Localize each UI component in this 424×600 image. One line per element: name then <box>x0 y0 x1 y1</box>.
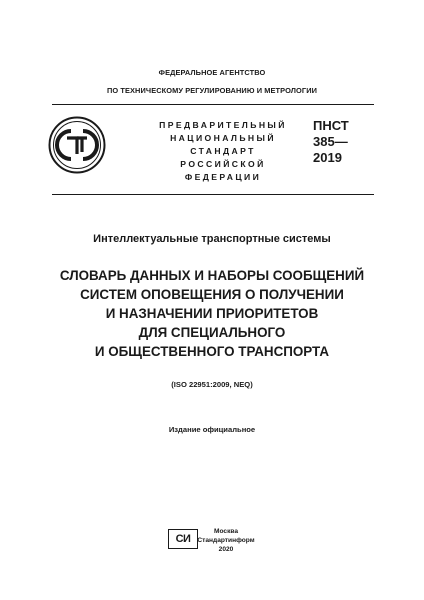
document-subtitle: Интеллектуальные транспортные системы <box>93 233 331 245</box>
designation-line: 385— <box>313 134 348 149</box>
standard-type-block <box>150 119 296 184</box>
title-line: И ОБЩЕСТВЕННОГО ТРАНСПОРТА <box>94 344 330 359</box>
edition-label: Издание официальное <box>168 425 256 434</box>
publisher-city: Москва <box>213 528 239 535</box>
iso-reference: (ISO 22951:2009, NEQ) <box>171 380 253 389</box>
title-line: СИСТЕМ ОПОВЕЩЕНИЯ О ПОЛУЧЕНИИ <box>80 287 344 302</box>
title-divider <box>52 194 374 195</box>
standard-type-line: ФЕДЕРАЦИИ <box>184 172 262 182</box>
publisher-logo-text: СИ <box>175 533 191 545</box>
agency-name-line1: ФЕДЕРАЛЬНОЕ АГЕНТСТВО <box>158 68 266 77</box>
title-line: СЛОВАРЬ ДАННЫХ И НАБОРЫ СООБЩЕНИЙ <box>59 268 365 283</box>
publisher-info <box>196 528 256 554</box>
standard-type-line: СТАНДАРТ <box>190 146 256 156</box>
standard-designation <box>313 118 349 166</box>
designation-line: ПНСТ <box>313 118 349 133</box>
standard-type-line: ПРЕДВАРИТЕЛЬНЫЙ <box>159 120 287 130</box>
publisher-name: Стандартинформ <box>197 536 255 544</box>
gost-emblem-icon <box>48 116 106 174</box>
title-line: ДЛЯ СПЕЦИАЛЬНОГО <box>138 325 286 340</box>
publisher-logo <box>168 529 198 549</box>
document-title <box>0 266 424 361</box>
designation-line: 2019 <box>313 150 342 165</box>
standard-type-line: РОССИЙСКОЙ <box>180 159 266 169</box>
standard-type-line: НАЦИОНАЛЬНЫЙ <box>170 133 276 143</box>
agency-name-line2: ПО ТЕХНИЧЕСКОМУ РЕГУЛИРОВАНИЮ И МЕТРОЛОГИИ <box>106 86 318 95</box>
publication-year: 2020 <box>218 545 234 553</box>
title-line: И НАЗНАЧЕНИИ ПРИОРИТЕТОВ <box>105 306 319 321</box>
header-divider <box>52 104 374 105</box>
